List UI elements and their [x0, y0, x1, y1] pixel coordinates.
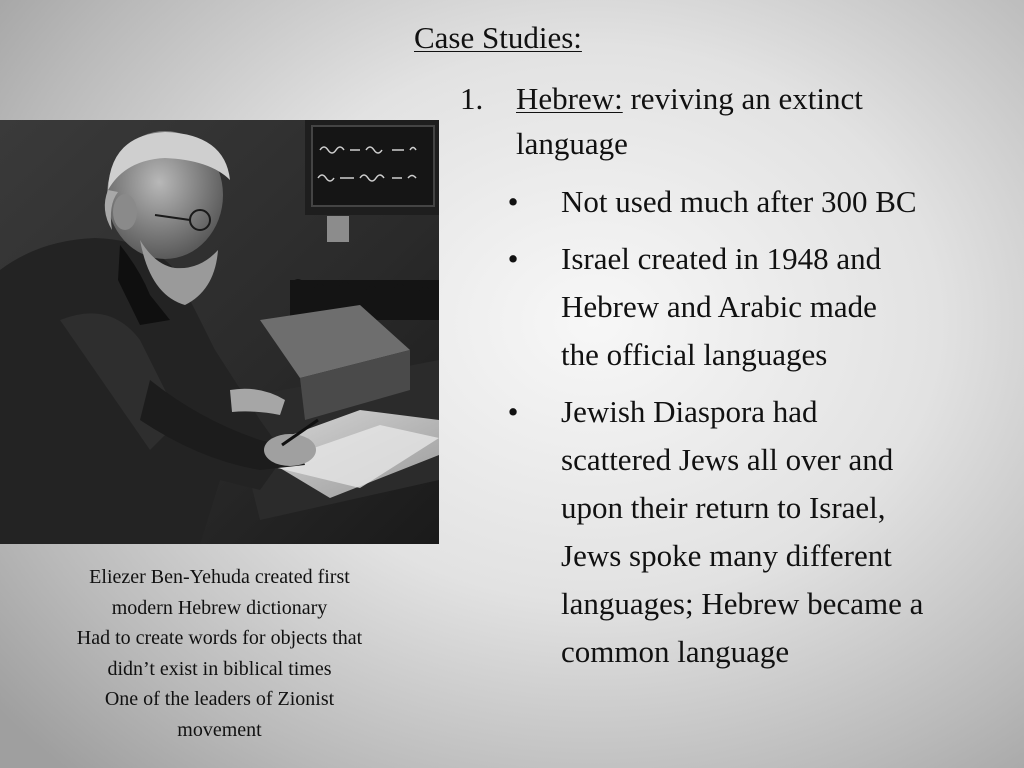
photo-caption: [0, 562, 439, 745]
bullet-line: upon their return to Israel,: [561, 490, 886, 525]
bullet-line: scattered Jews all over and: [561, 442, 894, 477]
numbered-item-hebrew: [460, 76, 1020, 166]
bullet-list: [503, 178, 1023, 685]
caption-line: movement: [177, 718, 262, 741]
item-text-1: reviving an extinct: [622, 81, 863, 116]
bullet-line: the official languages: [561, 337, 828, 372]
bullet-line: Not used much after 300 BC: [561, 184, 917, 219]
item-body: [516, 76, 1020, 166]
bullet-line: Israel created in 1948 and: [561, 241, 882, 276]
bullet-dot: •: [507, 241, 519, 276]
item-number: 1.: [460, 81, 484, 116]
slide-title: Case Studies:: [414, 20, 582, 55]
bullet-dot: •: [507, 394, 519, 429]
bullet-item: [503, 388, 1023, 676]
item-line-2: language: [516, 126, 628, 161]
bullet-item: [503, 178, 1023, 226]
caption-line: modern Hebrew dictionary: [111, 596, 328, 619]
item-line-1: [516, 76, 1020, 121]
bullet-line: common language: [561, 634, 790, 669]
caption-line: One of the leaders of Zionist: [104, 688, 335, 710]
bullet-line: Hebrew and Arabic made: [561, 289, 877, 324]
portrait-photo: [0, 120, 439, 544]
caption-line: Had to create words for objects that: [76, 627, 363, 649]
bullet-line: languages; Hebrew became a: [561, 586, 924, 621]
bullet-dot: •: [507, 184, 519, 219]
caption-line: Eliezer Ben-Yehuda created first: [89, 566, 350, 588]
caption-line: didn’t exist in biblical times: [107, 657, 332, 680]
bullet-line: Jewish Diaspora had: [561, 394, 818, 429]
bullet-item: [503, 235, 1023, 379]
item-heading: Hebrew:: [516, 81, 623, 116]
bullet-line: Jews spoke many different: [561, 538, 892, 573]
